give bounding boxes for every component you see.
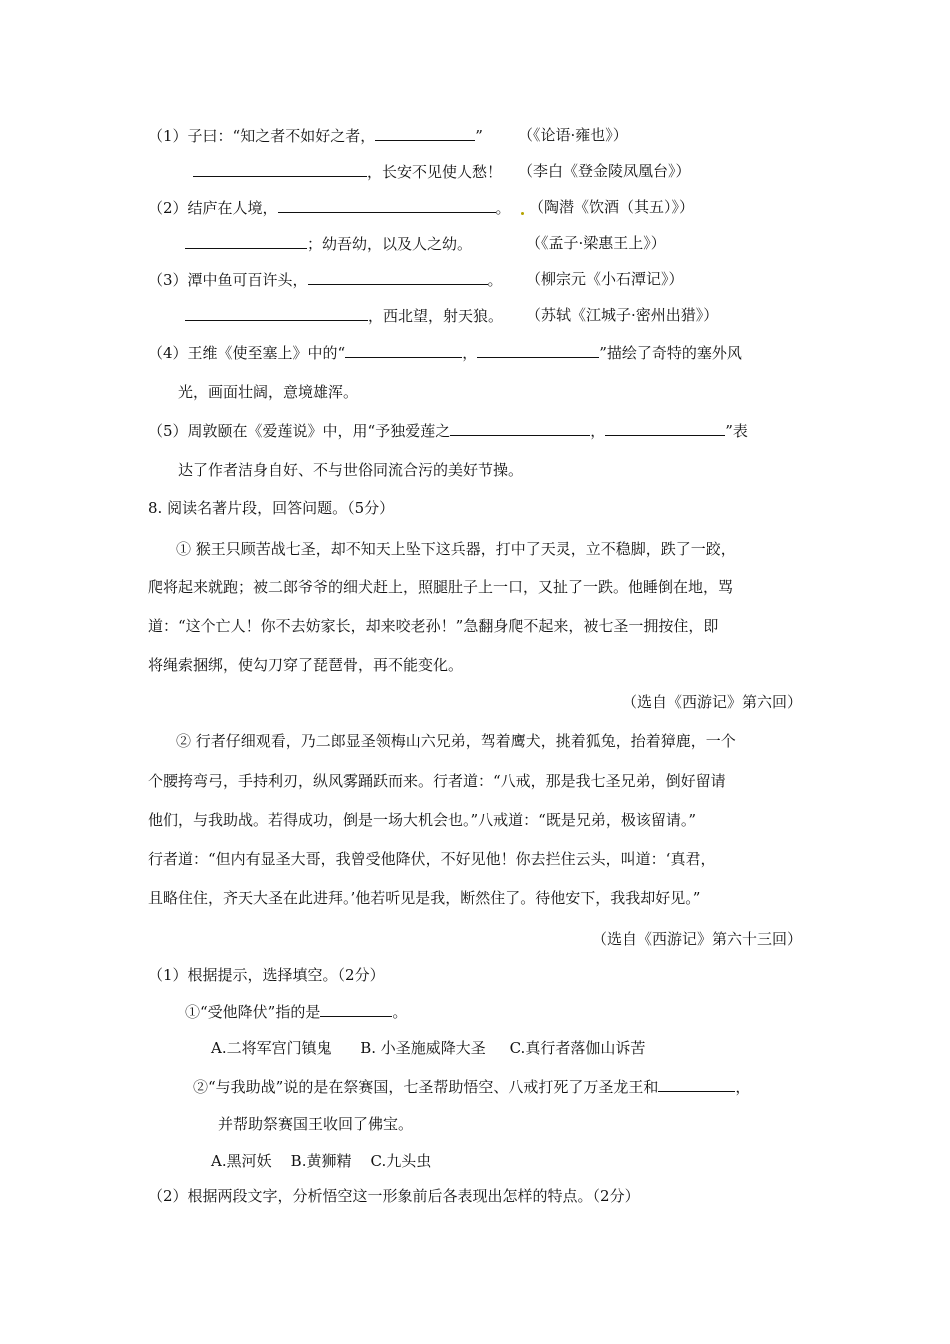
q5-blank-1[interactable]	[450, 420, 590, 436]
sub1b-continuation: 并帮助祭赛国王收回了佛宝。	[218, 1115, 414, 1133]
q5-label: （5）周敦颐在《爱莲说》中，用“予独爱莲之	[148, 422, 451, 440]
p1-line-4: 将绳索捆绑，使勾刀穿了琵琶骨，再不能变化。	[148, 656, 464, 674]
q4-line	[148, 342, 742, 363]
p2-line-2: 个腰挎弯弓，手持利刃，纵风雾踊跃而来。行者道：“八戒，那是我七圣兄弟，倒好留请	[148, 772, 726, 790]
q5-line	[148, 420, 748, 441]
sub1a-post: 。	[392, 1003, 408, 1021]
p1-source: （选自《西游记》第六回）	[621, 693, 802, 711]
q4-continuation: 光，画面壮阔，意境雄浑。	[178, 383, 359, 401]
sub1a-pre: ①“受他降伏”指的是	[185, 1003, 321, 1021]
q3-line	[148, 269, 503, 290]
sub1b-pre: ②“与我助战”说的是在祭赛国，七圣帮助悟空、八戒打死了万圣龙王和	[193, 1078, 659, 1096]
q1b-tail: ，长安不见使人愁！	[367, 163, 503, 181]
q3b-line	[185, 305, 503, 326]
stray-dot	[521, 212, 524, 215]
q3-label: （3）潭中鱼可百许头，	[148, 271, 308, 289]
q2-tail: 。	[495, 199, 511, 217]
p2-line-4: 行者道：“但内有显圣大哥，我曾受他降伏，不好见他！你去拦住云头，叫道：‘真君，	[148, 850, 716, 868]
q3-tail: 。	[487, 271, 503, 289]
q3-source: （柳宗元《小石潭记》）	[526, 270, 684, 288]
q4-label: （4）王维《使至塞上》中的“	[148, 344, 346, 362]
q3b-tail: ，西北望，射天狼。	[368, 307, 504, 325]
q5-continuation: 达了作者洁身自好、不与世俗同流合污的美好节操。	[178, 461, 524, 479]
q1-blank[interactable]	[375, 125, 475, 141]
q2-label: （2）结庐在人境，	[148, 199, 278, 217]
q1-label: （1）子曰：“知之者不如好之者，	[148, 127, 376, 145]
q1b-blank[interactable]	[193, 161, 367, 177]
q1b-source: （李白《登金陵凤凰台》）	[518, 162, 691, 180]
sub1-heading: （1）根据提示，选择填空。（2分）	[148, 966, 385, 984]
q2b-tail: ；幼吾幼，以及人之幼。	[307, 235, 473, 253]
sub1a-blank[interactable]	[320, 1001, 392, 1017]
q3b-source: （苏轼《江城子·密州出猎》）	[526, 306, 719, 324]
q5-mid: ，	[590, 422, 606, 440]
sub1b-blank[interactable]	[658, 1076, 735, 1092]
q2b-blank[interactable]	[185, 233, 307, 249]
q4-tail: ”描绘了奇特的塞外风	[599, 344, 742, 362]
q1-line	[148, 125, 483, 146]
sub1a-line	[185, 1001, 407, 1022]
q4-mid: ，	[462, 344, 478, 362]
p2-line-5: 且略住住，齐天大圣在此进拜。’他若听见是我，断然住了。待他安下，我我却好见。”	[148, 889, 701, 907]
q2-source: （陶潜《饮酒（其五）》）	[529, 198, 695, 216]
q2b-line	[185, 233, 472, 254]
sub1b-options: A.黑河妖 B.黄狮精 C.九头虫	[211, 1152, 432, 1170]
p1-line-3: 道：“这个亡人！你不去妨家长，却来咬老孙！”急翻身爬不起来，被七圣一拥按住，即	[148, 617, 719, 635]
q4-blank-1[interactable]	[345, 342, 462, 358]
sub1a-options: A.二将军宫门镇鬼 B. 小圣施威降大圣 C.真行者落伽山诉苦	[211, 1039, 646, 1057]
p2-source: （选自《西游记》第六十三回）	[591, 930, 802, 948]
q2b-source: （《孟子·梁惠王上》）	[526, 234, 666, 252]
q2-line	[148, 197, 511, 218]
q1-source: （《论语·雍也》）	[518, 126, 628, 144]
q3b-blank[interactable]	[185, 305, 368, 321]
sub2-heading: （2）根据两段文字，分析悟空这一形象前后各表现出怎样的特点。（2分）	[148, 1187, 640, 1205]
q1-close: ”	[475, 127, 483, 145]
q5-tail: ”表	[725, 422, 748, 440]
q1b-line	[193, 161, 502, 182]
p1-line-1: ① 猴王只顾苦战七圣，却不知天上坠下这兵器，打中了天灵，立不稳脚，跌了一跤，	[176, 540, 736, 558]
p2-line-1: ② 行者仔细观看，乃二郎显圣领梅山六兄弟，驾着鹰犬，挑着狐兔，抬着獐鹿，一个	[176, 732, 736, 750]
q2-blank[interactable]	[278, 197, 496, 213]
sub1b-post: ，	[735, 1078, 751, 1096]
q3-blank[interactable]	[308, 269, 488, 285]
sub1b-line	[193, 1076, 750, 1097]
q4-blank-2[interactable]	[477, 342, 599, 358]
p2-line-3: 他们，与我助战。若得成功，倒是一场大机会也。”八戒道：“既是兄弟，极该留请。”	[148, 811, 697, 829]
q8-heading: 8. 阅读名著片段，回答问题。（5分）	[148, 499, 395, 517]
q5-blank-2[interactable]	[605, 420, 725, 436]
p1-line-2: 爬将起来就跑；被二郎爷爷的细犬赶上，照腿肚子上一口，又扯了一跌。他睡倒在地，骂	[148, 578, 734, 596]
